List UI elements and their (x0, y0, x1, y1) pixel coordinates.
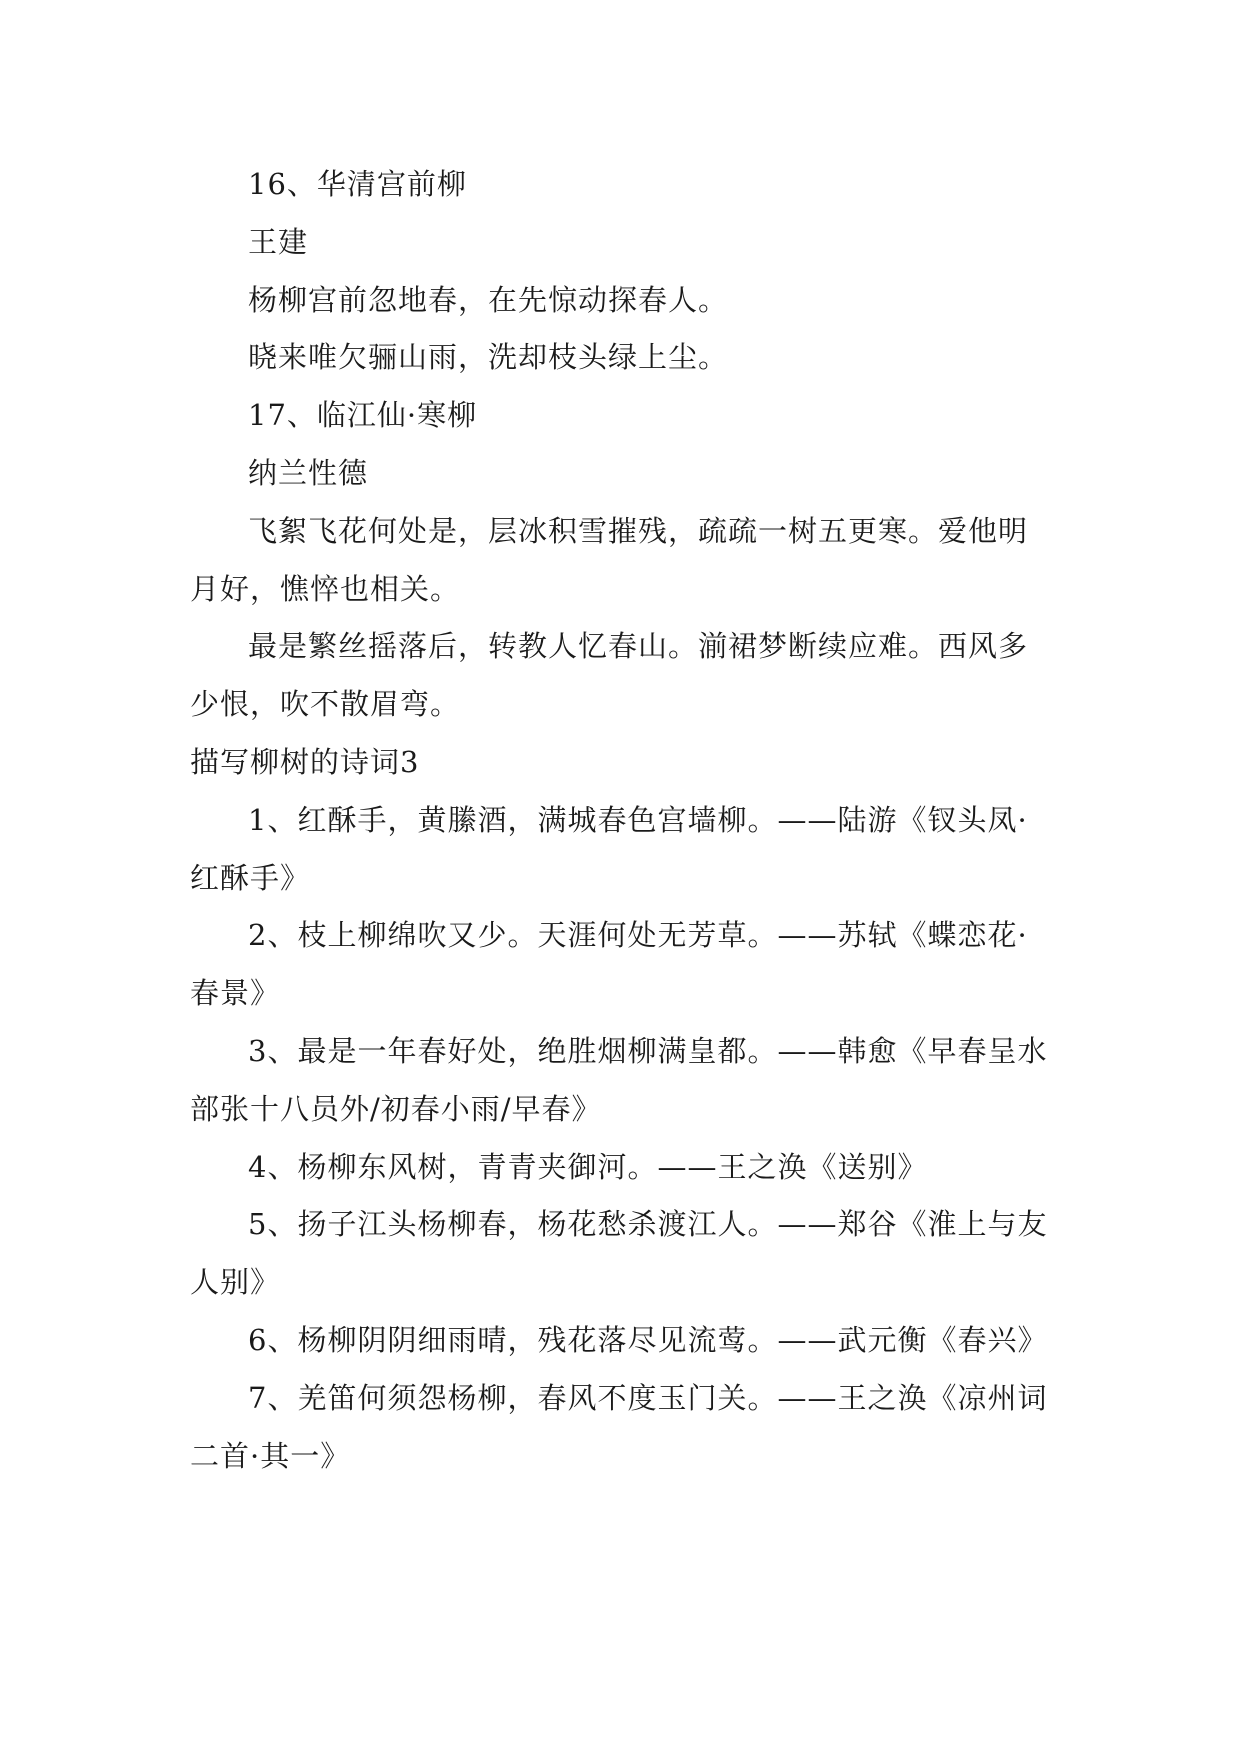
quote-item: 1、红酥手，黄縢酒，满城春色宫墙柳。——陆游《钗头凤·红酥手》 (190, 802, 1028, 895)
poem-heading: 17、临江仙·寒柳 (248, 398, 478, 433)
poem-author: 纳兰性德 (248, 455, 369, 490)
quote-item: 5、扬子江头杨柳春，杨花愁杀渡江人。——郑谷《淮上与友人别》 (190, 1207, 1048, 1300)
poem-line: 杨柳宫前忽地春，在先惊动探春人。 (248, 282, 729, 317)
quote-item: 3、最是一年春好处，绝胜烟柳满皇都。——韩愈《早春呈水部张十八员外/初春小雨/早春》 (190, 1033, 1048, 1126)
document-body (190, 156, 1050, 1485)
poem-line: 飞絮飞花何处是，层冰积雪摧残，疏疏一树五更寒。爱他明月好，憔悴也相关。 (190, 513, 1029, 606)
poem-line: 晓来唯欠骊山雨，洗却枝头绿上尘。 (248, 340, 729, 375)
quote-item: 2、枝上柳绵吹又少。天涯何处无芳草。——苏轼《蝶恋花·春景》 (190, 918, 1028, 1011)
poem-author: 王建 (248, 224, 309, 259)
poem-heading: 16、华清宫前柳 (248, 167, 467, 201)
quote-item: 6、杨柳阴阴细雨晴，残花落尽见流莺。——武元衡《春兴》 (248, 1322, 1048, 1357)
quote-item: 7、羌笛何须怨杨柳，春风不度玉门关。——王之涣《凉州词二首·其一》 (190, 1380, 1048, 1473)
section-title: 描写柳树的诗词3 (190, 744, 420, 779)
poem-line: 最是繁丝摇落后，转教人忆春山。湔裙梦断续应难。西风多少恨，吹不散眉弯。 (190, 629, 1029, 722)
quote-item: 4、杨柳东风树，青青夹御河。——王之涣《送别》 (248, 1149, 928, 1184)
